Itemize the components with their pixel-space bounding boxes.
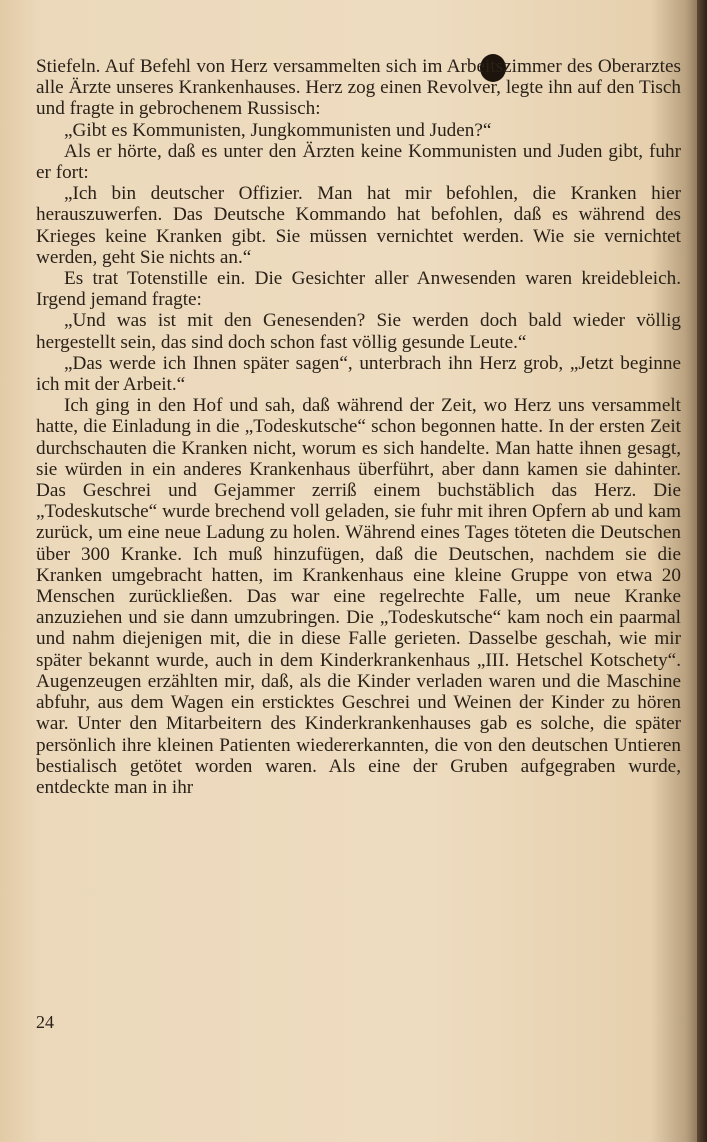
paragraph: Stiefeln. Auf Befehl von Herz versammelten sich im Arbeitszimmer des Oberarztes alle Ärzte unseres Krankenhauses. Herz zog einen Revolver, legte ihn auf den Tisch und fragte in gebrochenem Russisch: [36,56,681,120]
book-spine-edge [697,0,707,1142]
paragraph: „Das werde ich Ihnen später sagen“, unterbrach ihn Herz grob, „Jetzt beginne ich mit der Arbeit.“ [36,352,681,396]
paragraph: Ich ging in den Hof und sah, daß während der Zeit, wo Herz uns versammelt hatte, die Einladung in die „Todeskutsche“ schon begonnen hatte. In der ersten Zeit durchschauten die Kranken nicht, worum es sich handelte. Man hatte ihnen gesagt, sie würden in ein anderes Krankenhaus überführt, aber dann kamen sie dahinter. Das Geschrei und Gejammer zerriß einem buchstäblich das Herz. Die „Todeskutsche“ wurde brechend voll geladen, sie fuhr mit ihren Opfern ab und kam zurück, um eine neue Ladung zu holen. Während eines Tages töteten die Deutschen über 300 Kranke. Ich muß hinzufügen, daß die Deutschen, nachdem sie die Kranken umgebracht hatten, im Krankenhaus eine kleine Gruppe von etwa 20 Menschen zurückließen. Das war eine regelrechte Falle, um neue Kranke anzuziehen und sie dann umzubringen. Die „Todeskutsche“ kam noch ein paarmal und nahm diejenigen mit, die in diese Falle gerieten. Dasselbe geschah, wie mir später bekannt wurde, auch in dem Kinderkrankenhaus „III. Hetschel Kotschety“. Augenzeugen erzählten mir, daß, als die Kinder verladen waren und die Maschine abfuhr, aus dem Wagen ein ersticktes Geschrei und Weinen der Kinder zu hören war. Unter den Mitarbeitern des Kinderkrankenhauses gab es solche, die später persönlich ihre kleinen Patienten wiedererkannten, die von den deutschen Untieren bestialisch getötet worden waren. Als eine der Gruben aufgegraben wurde, entdeckte man in ihr [36,395,681,798]
paragraph: Es trat Totenstille ein. Die Gesichter aller Anwesenden waren kreidebleich. Irgend jemand fragte: [36,268,681,311]
paragraph: Als er hörte, daß es unter den Ärzten keine Kommunisten und Juden gibt, fuhr er fort: [36,140,681,184]
paragraph: „Ich bin deutscher Offizier. Man hat mir befohlen, die Kranken hier herauszuwerfen. Das Deutsche Kommando hat befohlen, daß es während des Krieges keine Kranken gibt. Sie müssen vernichtet werden. Wie sie vernichtet werden, geht Sie nichts an.“ [36,183,681,268]
body-text [36,56,681,798]
paragraph: „Gibt es Kommunisten, Jungkommunisten und Juden?“ [64,119,492,141]
paragraph: „Und was ist mit den Genesenden? Sie werden doch bald wieder völlig hergestellt sein, das sind doch schon fast völlig gesunde Leute.“ [36,310,681,353]
page-number: 24 [36,1012,54,1032]
